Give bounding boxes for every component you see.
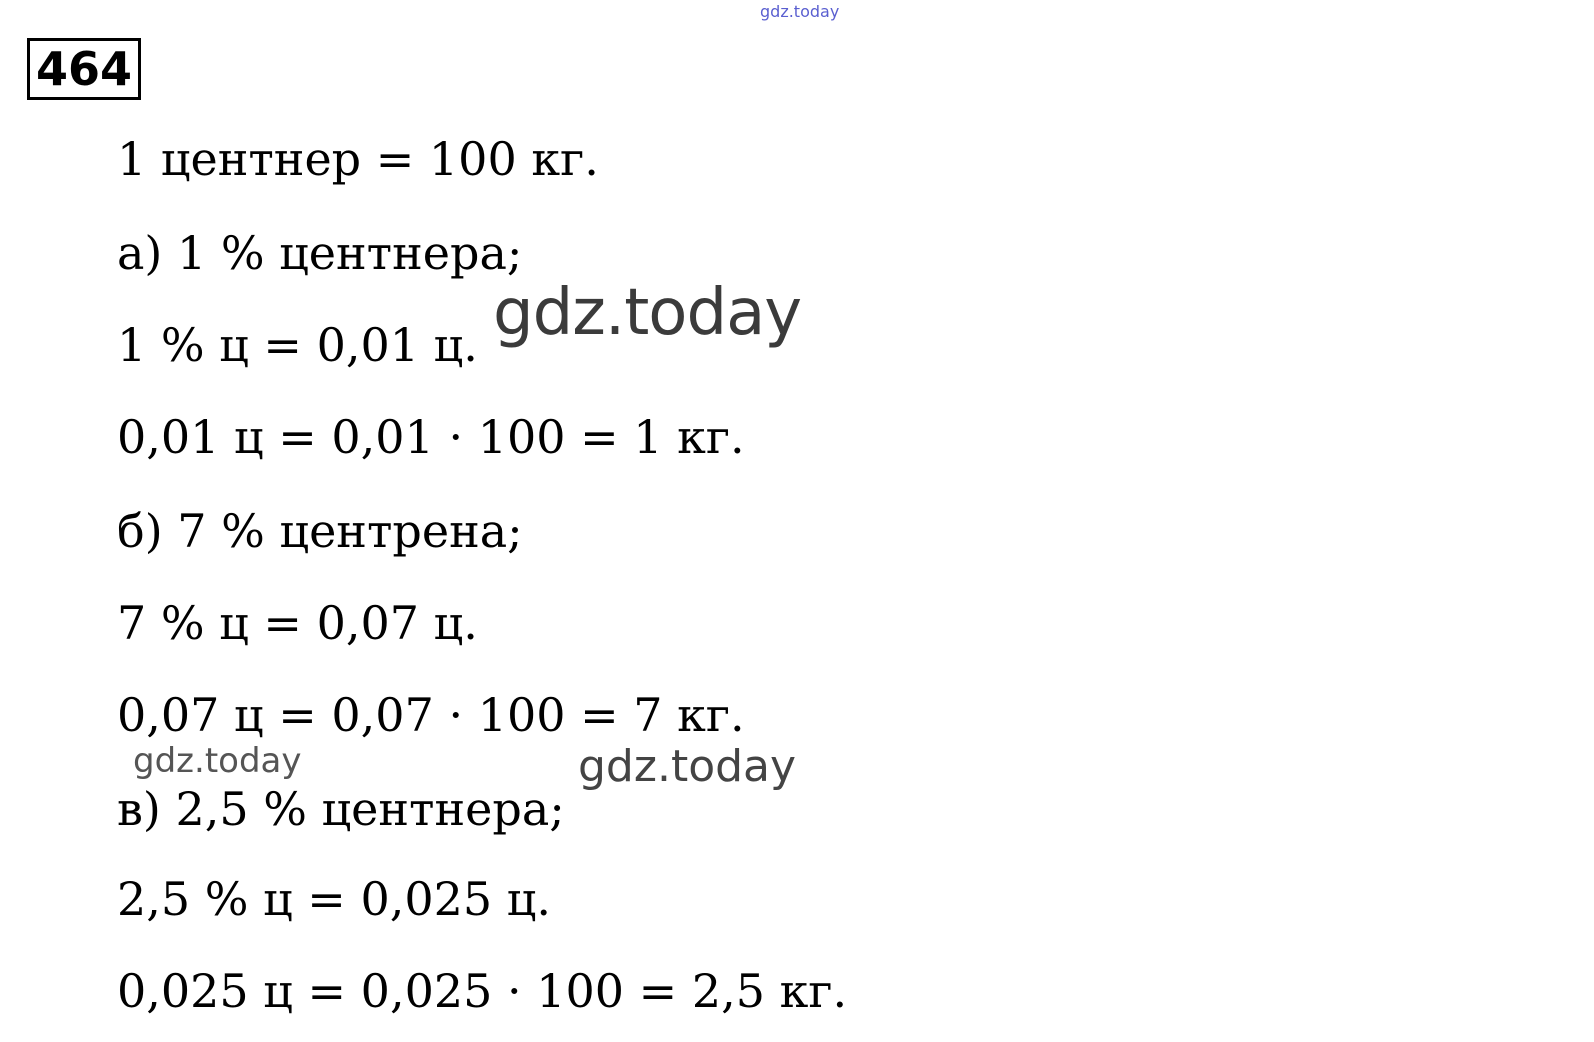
solution-line-10: 0,025 ц = 0,025 · 100 = 2,5 кг.: [117, 964, 848, 1018]
watermark-small: gdz.today: [133, 741, 302, 781]
task-number-box: [27, 38, 141, 100]
watermark-medium: gdz.today: [578, 741, 797, 792]
watermark-top: gdz.today: [760, 2, 840, 21]
solution-line-1: 1 центнер = 100 кг.: [117, 132, 599, 186]
solution-line-2: а) 1 % центнера;: [117, 226, 523, 280]
task-number: 464: [35, 42, 133, 96]
watermark-large: gdz.today: [493, 276, 802, 350]
solution-line-6: 7 % ц = 0,07 ц.: [117, 596, 478, 650]
solution-line-3: 1 % ц = 0,01 ц.: [117, 318, 478, 372]
solution-line-7: 0,07 ц = 0,07 · 100 = 7 кг.: [117, 688, 745, 742]
solution-line-5: б) 7 % центрена;: [117, 504, 523, 558]
solution-line-9: 2,5 % ц = 0,025 ц.: [117, 872, 551, 926]
solution-line-8: в) 2,5 % центнера;: [117, 782, 565, 836]
solution-line-4: 0,01 ц = 0,01 · 100 = 1 кг.: [117, 410, 745, 464]
